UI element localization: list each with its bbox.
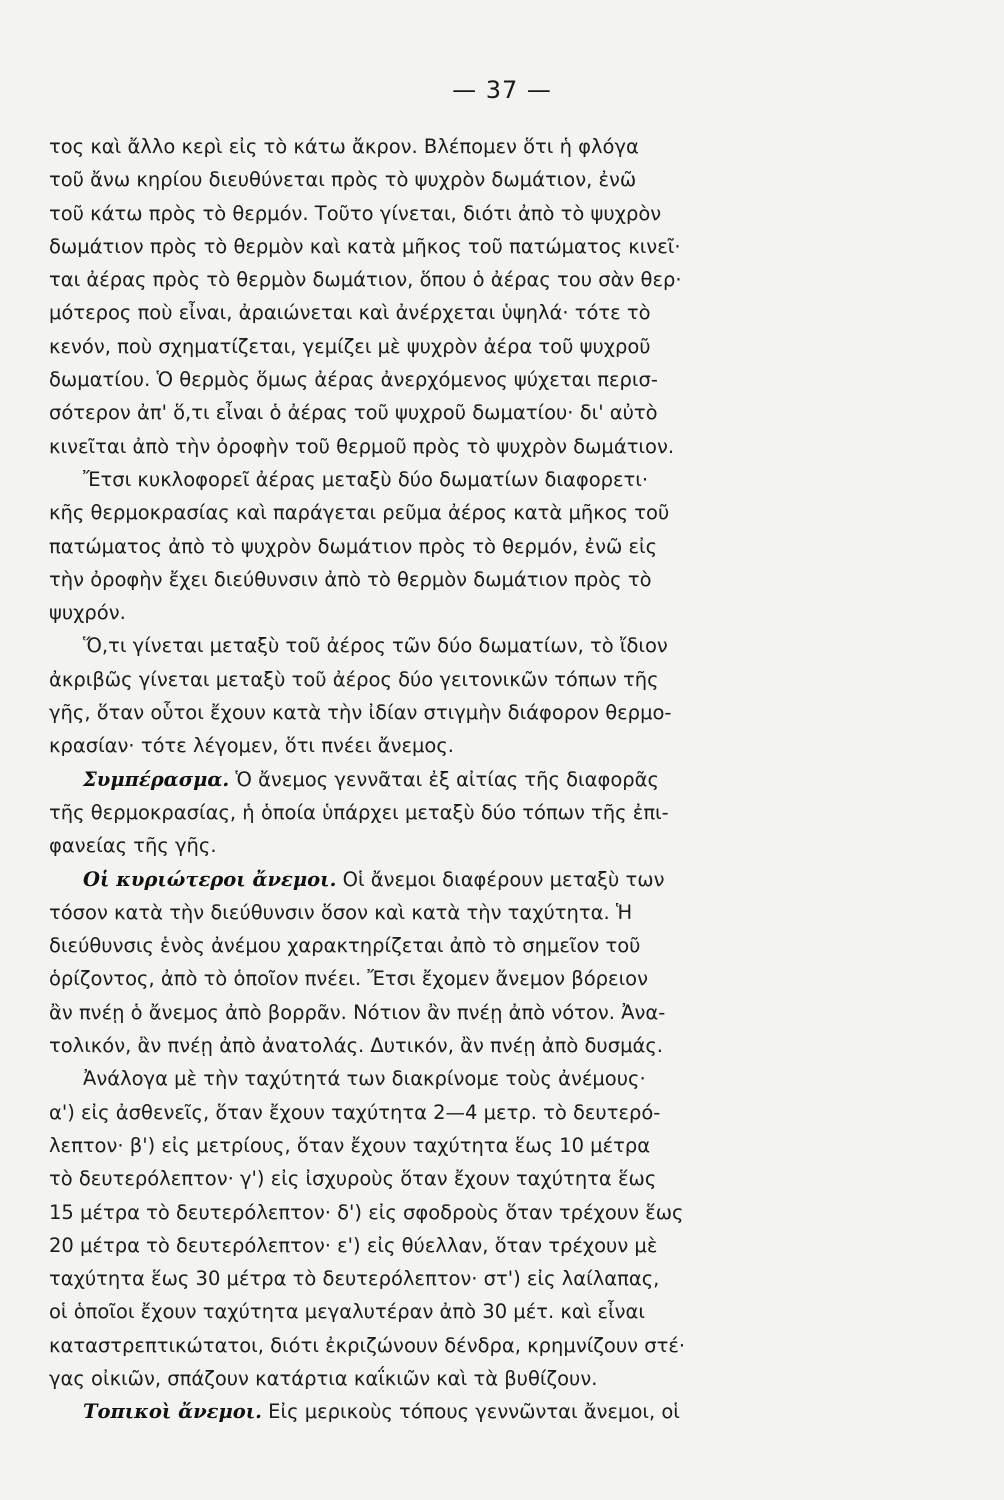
line-text: μότερος ποὺ εἶναι, ἀραιώνεται καὶ ἀνέρχεται ὑψηλά· τότε τὸ bbox=[49, 301, 651, 325]
line-text: Ἔτσι κυκλοφορεῖ ἀέρας μεταξὺ δύο δωματίων διαφορετι· bbox=[83, 467, 649, 491]
line-text: δωμάτιον πρὸς τὸ θερμὸν καὶ κατὰ μῆκος τοῦ πατώματος κινεῖ· bbox=[49, 234, 681, 258]
text-line bbox=[49, 1229, 969, 1262]
section-heading: Τοπικοὶ ἄνεμοι. bbox=[83, 1400, 262, 1424]
text-line bbox=[49, 1262, 969, 1295]
text-line bbox=[49, 596, 969, 629]
text-line bbox=[49, 197, 969, 230]
line-text: Ὁ ἄνεμος γεννᾶται ἐξ αἰτίας τῆς διαφορᾶς bbox=[229, 767, 659, 791]
line-text: κενόν, ποὺ σχηματίζεται, γεμίζει μὲ ψυχρὸν ἀέρα τοῦ ψυχροῦ bbox=[49, 334, 651, 358]
text-line bbox=[49, 530, 969, 563]
text-line bbox=[49, 396, 969, 429]
line-text: κρασίαν· τότε λέγομεν, ὅτι πνέει ἄνεμος. bbox=[49, 734, 455, 758]
text-line bbox=[49, 996, 969, 1029]
line-text: πατώματος ἀπὸ τὸ ψυχρὸν δωμάτιον πρὸς τὸ θερμόν, ἐνῶ εἰς bbox=[49, 534, 658, 558]
line-text: τοῦ κάτω πρὸς τὸ θερμόν. Τοῦτο γίνεται, διότι ἀπὸ τὸ ψυχρὸν bbox=[49, 201, 662, 225]
text-line bbox=[49, 496, 969, 529]
line-text: δωματίου. Ὁ θερμὸς ὅμως ἀέρας ἀνερχόμενος ψύχεται περισ- bbox=[49, 368, 658, 392]
line-text: Εἰς μερικοὺς τόπους γεννῶνται ἄνεμοι, οἱ bbox=[261, 1400, 680, 1424]
line-text: ταχύτητα ἕως 30 μέτρα τὸ δευτερόλεπτον· στ') εἰς λαίλαπας, bbox=[49, 1267, 660, 1291]
line-text: α') εἰς ἀσθενεῖς, ὅταν ἔχουν ταχύτητα 2—4 μετρ. τὸ δευτερό- bbox=[49, 1100, 661, 1124]
text-line bbox=[49, 896, 969, 929]
line-text: τολικόν, ἂν πνέῃ ἀπὸ ἀνατολάς. Δυτικόν, ἂν πνέῃ ἀπὸ δυσμάς. bbox=[49, 1034, 663, 1058]
text-line bbox=[49, 663, 969, 696]
text-line bbox=[49, 829, 969, 862]
line-text: Οἱ ἄνεμοι διαφέρουν μεταξὺ των bbox=[336, 867, 665, 891]
text-line bbox=[49, 330, 969, 363]
text-line bbox=[49, 130, 969, 163]
line-text: καταστρεπτικώτατοι, διότι ἐκριζώνουν δένδρα, κρημνίζουν στέ· bbox=[49, 1333, 686, 1357]
text-line bbox=[49, 729, 969, 762]
text-line bbox=[49, 796, 969, 829]
line-text: 15 μέτρα τὸ δευτερόλεπτον· δ') εἰς σφοδροὺς ὅταν τρέχουν ἕως bbox=[49, 1200, 684, 1224]
line-text: γας οἰκιῶν, σπάζουν κατάρτια καΐκιῶν καὶ τὰ βυθίζουν. bbox=[49, 1366, 598, 1390]
text-line bbox=[49, 1162, 969, 1195]
text-line bbox=[49, 763, 969, 796]
text-line bbox=[49, 163, 969, 196]
body-text bbox=[49, 130, 969, 1429]
text-line bbox=[49, 863, 969, 896]
line-text: φανείας τῆς γῆς. bbox=[49, 834, 217, 858]
line-text: γῆς, ὅταν οὗτοι ἔχουν κατὰ τὴν ἰδίαν στιγμὴν διάφορον θερμο- bbox=[49, 701, 672, 725]
line-text: ὁρίζοντος, ἀπὸ τὸ ὁποῖον πνέει. Ἔτσι ἔχομεν ἄνεμον βόρειον bbox=[49, 967, 648, 991]
text-line bbox=[49, 1096, 969, 1129]
line-text: ται ἀέρας πρὸς τὸ θερμὸν δωμάτιον, ὅπου ὁ ἀέρας του σὰν θερ· bbox=[49, 268, 682, 292]
line-text: τος καὶ ἄλλο κερὶ εἰς τὸ κάτω ἄκρον. Βλέπομεν ὅτι ἡ φλόγα bbox=[49, 135, 639, 158]
line-text: τόσον κατὰ τὴν διεύθυνσιν ὅσον καὶ κατὰ τὴν ταχύτητα. Ἡ bbox=[49, 900, 633, 924]
text-line bbox=[49, 1395, 969, 1428]
text-line bbox=[49, 430, 969, 463]
text-line bbox=[49, 296, 969, 329]
line-text: τῆς θερμοκρασίας, ἡ ὁποία ὑπάρχει μεταξὺ δύο τόπων τῆς ἐπι- bbox=[49, 800, 669, 824]
text-line bbox=[49, 1062, 969, 1095]
text-line bbox=[49, 962, 969, 995]
line-text: τοῦ ἄνω κηρίου διευθύνεται πρὸς τὸ ψυχρὸν δωμάτιον, ἐνῶ bbox=[49, 168, 637, 192]
text-line bbox=[49, 463, 969, 496]
line-text: τὸ δευτερόλεπτον· γ') εἰς ἰσχυροὺς ὅταν ἔχουν ταχύτητα ἕως bbox=[49, 1167, 657, 1191]
text-line bbox=[49, 929, 969, 962]
page-number: — 37 — bbox=[452, 76, 552, 104]
line-text: κῆς θερμοκρασίας καὶ παράγεται ρεῦμα ἀέρος κατὰ μῆκος τοῦ bbox=[49, 501, 670, 525]
text-line bbox=[49, 263, 969, 296]
text-line bbox=[49, 1362, 969, 1395]
text-line bbox=[49, 1029, 969, 1062]
line-text: λεπτον· β') εἰς μετρίους, ὅταν ἔχουν ταχύτητα ἕως 10 μέτρα bbox=[49, 1133, 651, 1157]
line-text: ἂν πνέῃ ὁ ἄνεμος ἀπὸ βορρᾶν. Νότιον ἂν πνέῃ ἀπὸ νότον. Ἀνα- bbox=[49, 1000, 666, 1024]
line-text: ψυχρόν. bbox=[49, 601, 126, 625]
section-heading: Συμπέρασμα. bbox=[83, 767, 230, 791]
text-line bbox=[49, 1295, 969, 1328]
line-text: ἀκριβῶς γίνεται μεταξὺ τοῦ ἀέρος δύο γειτονικῶν τόπων τῆς bbox=[49, 667, 659, 691]
text-line bbox=[49, 563, 969, 596]
line-text: διεύθυνσις ἑνὸς ἀνέμου χαρακτηρίζεται ἀπὸ τὸ σημεῖον τοῦ bbox=[49, 934, 641, 958]
text-line bbox=[49, 1196, 969, 1229]
text-line bbox=[49, 1329, 969, 1362]
text-line bbox=[49, 230, 969, 263]
text-line bbox=[49, 629, 969, 662]
line-text: Ἀνάλογα μὲ τὴν ταχύτητά των διακρίνομε τοὺς ἀνέμους· bbox=[83, 1067, 646, 1091]
line-text: τὴν ὀροφὴν ἔχει διεύθυνσιν ἀπὸ τὸ θερμὸν δωμάτιον πρὸς τὸ bbox=[49, 567, 652, 591]
line-text: Ὅ,τι γίνεται μεταξὺ τοῦ ἀέρος τῶν δύο δωματίων, τὸ ἴδιον bbox=[83, 634, 668, 658]
text-line bbox=[49, 696, 969, 729]
line-text: 20 μέτρα τὸ δευτερόλεπτον· ε') εἰς θύελλαν, ὅταν τρέχουν μὲ bbox=[49, 1233, 658, 1257]
line-text: σότερον ἀπ' ὅ,τι εἶναι ὁ ἀέρας τοῦ ψυχροῦ δωματίου· δι' αὐτὸ bbox=[49, 401, 658, 425]
line-text: κινεῖται ἀπὸ τὴν ὀροφὴν τοῦ θερμοῦ πρὸς τὸ ψυχρὸν δωμάτιον. bbox=[49, 434, 675, 458]
line-text: οἱ ὁποῖοι ἔχουν ταχύτητα μεγαλυτέραν ἀπὸ 30 μέτ. καὶ εἶναι bbox=[49, 1300, 646, 1324]
text-line bbox=[49, 1129, 969, 1162]
section-heading: Οἱ κυριώτεροι ἄνεμοι. bbox=[83, 867, 337, 891]
text-line bbox=[49, 363, 969, 396]
